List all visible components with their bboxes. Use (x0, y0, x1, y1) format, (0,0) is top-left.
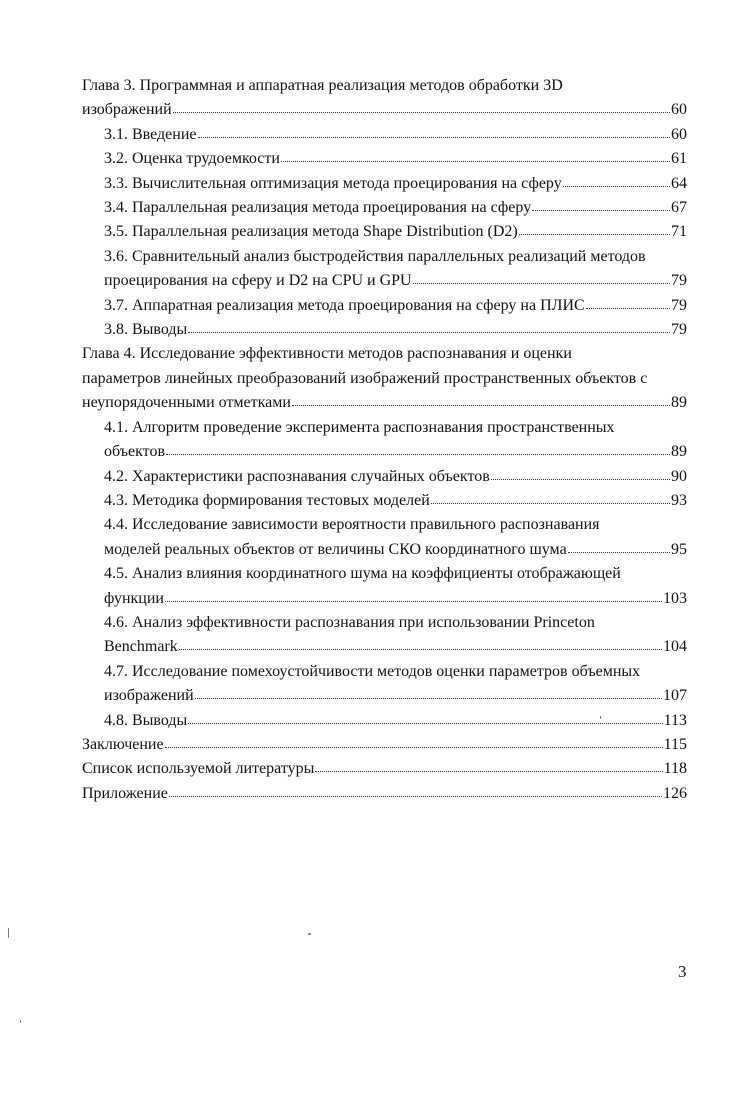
toc-entry-title: функции (104, 589, 164, 607)
toc-entry-page-number: 103 (663, 589, 687, 607)
toc-entry (82, 489, 687, 513)
dot-leader (166, 453, 670, 455)
toc-entry-page-number: 61 (671, 150, 687, 168)
toc-entry-leader-line (104, 440, 687, 464)
toc-entry-page-number: 89 (671, 443, 687, 461)
toc-entry-title: проецирования на сферу и D2 на CPU и GPU (104, 272, 412, 290)
dot-leader (532, 209, 670, 211)
toc-entry-title-line: 4.4. Исследование зависимости вероятности правильного распознавания (104, 516, 600, 534)
toc-entry-leader-line (82, 391, 687, 415)
toc-entry-leader-line (104, 220, 687, 244)
toc-entry (82, 709, 687, 733)
toc-entry (82, 245, 687, 294)
toc-entry-title-line: Глава 4. Исследование эффективности методов распознавания и оценки (82, 345, 572, 363)
toc-entry-page-number: 67 (671, 199, 687, 217)
toc-entry (82, 294, 687, 318)
toc-entry-title-line: Глава 3. Программная и аппаратная реализация методов обработки 3D (82, 77, 563, 94)
toc-entry-page-number: 115 (663, 735, 687, 753)
scan-speck (308, 933, 311, 935)
toc-entry-page-number: 64 (671, 174, 687, 192)
toc-entry-title: 3.3. Вычислительная оптимизация метода проецирования на сферу (104, 174, 562, 192)
toc-entry-leader-line (104, 538, 687, 562)
toc-entry (82, 611, 687, 660)
toc-entry-title: объектов (104, 443, 166, 461)
toc-entry (82, 220, 687, 244)
dot-leader (165, 600, 662, 602)
toc-entry-title: Заключение (82, 735, 164, 753)
toc-entry-title: моделей реальных объектов от величины СКО координатного шума (104, 540, 567, 558)
toc-entry-page-number: 126 (663, 784, 687, 802)
dot-leader (568, 551, 670, 553)
dot-leader (292, 404, 670, 406)
toc-entry-page-number: 95 (671, 540, 687, 558)
toc-entry (82, 196, 687, 220)
toc-entry-page-number: 79 (671, 296, 687, 314)
dot-leader (169, 795, 662, 797)
toc-entry (82, 318, 687, 342)
toc-entry-leader-line (104, 465, 687, 489)
toc-entry-page-number: 79 (671, 272, 687, 290)
toc-entry (82, 757, 687, 781)
dot-leader (188, 722, 662, 724)
toc-entry (82, 416, 687, 465)
toc-entry-title: 4.2. Характеристики распознавания случайных объектов (104, 467, 490, 485)
toc-entry-leader-line (104, 635, 687, 659)
table-of-contents (82, 74, 687, 806)
toc-entry (82, 562, 687, 611)
toc-entry-leader-line (82, 782, 687, 806)
dot-leader (165, 746, 663, 748)
toc-entry-leader-line (104, 318, 687, 342)
toc-entry-title: 3.7. Аппаратная реализация метода проецирования на сферу на ПЛИС (104, 296, 585, 314)
toc-entry-leader-line (104, 269, 687, 293)
toc-entry-leader-line (104, 489, 687, 513)
toc-entry-leader-line (104, 147, 687, 171)
toc-entry-page-number: 71 (671, 223, 687, 241)
toc-entry-title: 3.2. Оценка трудоемкости (104, 150, 280, 168)
toc-entry-leader-line (104, 172, 687, 196)
page-number: 3 (678, 962, 687, 981)
dot-leader (491, 478, 670, 480)
toc-entry-title: 4.8. Выводы (104, 711, 188, 729)
dot-leader (179, 648, 662, 650)
toc-entry-title: Приложение (82, 784, 168, 802)
toc-entry-page-number: 89 (671, 394, 687, 412)
toc-entry-title-line: 4.1. Алгоритм проведение эксперимента распознавания пространственных (104, 418, 615, 436)
toc-entry-title: 3.5. Параллельная реализация метода Shape Distribution (D2) (104, 223, 518, 241)
toc-entry-title: изображений (104, 687, 194, 705)
toc-entry-leader-line (104, 709, 687, 733)
toc-entry-page-number: 60 (671, 101, 687, 119)
toc-entry (82, 74, 687, 123)
toc-entry-leader-line (104, 294, 687, 318)
toc-entry (82, 172, 687, 196)
dot-leader (563, 185, 670, 187)
dot-leader (198, 136, 671, 138)
toc-entry-leader-line (82, 733, 687, 757)
toc-entry-leader-line (104, 123, 687, 147)
toc-entry (82, 660, 687, 709)
toc-entry-leader-line (104, 196, 687, 220)
toc-entry-title: 3.8. Выводы (104, 321, 188, 339)
toc-entry (82, 733, 687, 757)
toc-entry (82, 342, 687, 415)
dot-leader (431, 502, 670, 504)
toc-entry-page-number: 118 (663, 760, 687, 778)
scan-speck (20, 1020, 21, 1023)
toc-entry (82, 147, 687, 171)
toc-entry-title-line: 3.6. Сравнительный анализ быстродействия параллельных реализаций методов (104, 247, 646, 265)
toc-entry-title-line: 4.7. Исследование помехоустойчивости методов оценки параметров объемных (104, 662, 641, 680)
toc-entry (82, 513, 687, 562)
toc-entry-title-line: 4.6. Анализ эффективности распознавания при использовании Princeton (104, 613, 595, 631)
dot-leader (281, 160, 670, 162)
toc-entry-page-number: 60 (671, 125, 687, 143)
dot-leader (195, 697, 662, 699)
toc-entry-title: неупорядоченными отметками (82, 394, 291, 412)
toc-entry (82, 465, 687, 489)
toc-entry-title: Список используемой литературы (82, 760, 315, 778)
toc-entry-title-line: 4.5. Анализ влияния координатного шума на коэффициенты отображающей (104, 565, 621, 583)
toc-entry-page-number: 113 (663, 711, 687, 729)
dot-leader (519, 233, 670, 235)
toc-entry-title-line: параметров линейных преобразований изображений пространственных объектов с (82, 369, 648, 387)
dot-leader (188, 331, 670, 333)
dot-leader (586, 307, 670, 309)
toc-entry-leader-line (104, 587, 687, 611)
toc-entry-page-number: 90 (671, 467, 687, 485)
toc-entry-leader-line (104, 684, 687, 708)
toc-entry-title: 3.1. Введение (104, 125, 197, 143)
toc-entry-page-number: 93 (671, 491, 687, 509)
toc-entry-leader-line (82, 98, 687, 122)
toc-entry-title: 3.4. Параллельная реализация метода проецирования на сферу (104, 199, 532, 217)
toc-entry (82, 123, 687, 147)
dot-leader (413, 282, 670, 284)
dot-leader (315, 770, 662, 772)
toc-entry-title: Benchmark (104, 638, 178, 656)
toc-entry-title: 4.3. Методика формирования тестовых моделей (104, 491, 430, 509)
toc-entry (82, 782, 687, 806)
dot-leader (173, 111, 670, 113)
scan-speck (600, 716, 601, 719)
toc-entry-title: изображений (82, 101, 172, 119)
scan-speck (8, 928, 9, 938)
toc-entry-leader-line (82, 757, 687, 781)
toc-entry-page-number: 79 (671, 321, 687, 339)
toc-entry-page-number: 107 (663, 687, 687, 705)
toc-entry-page-number: 104 (663, 638, 687, 656)
